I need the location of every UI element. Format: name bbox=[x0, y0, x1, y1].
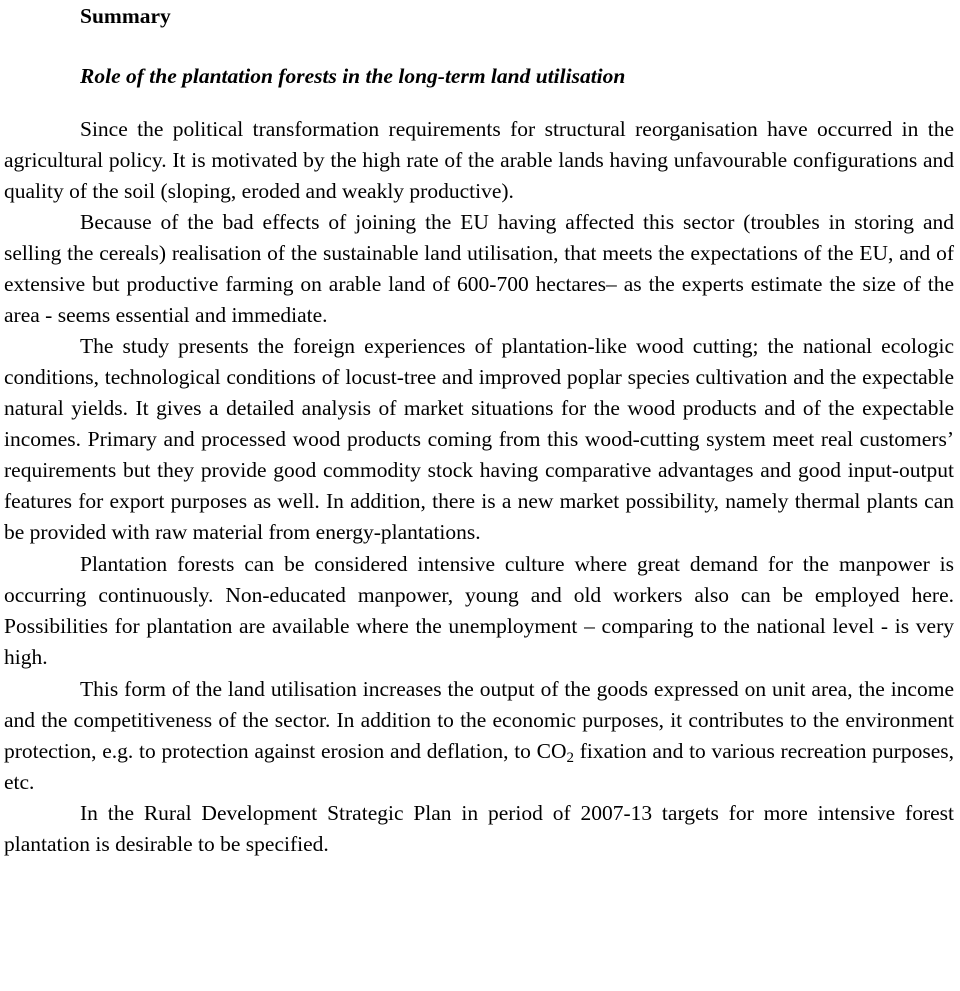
co2-formula-base: CO bbox=[536, 739, 567, 763]
paragraph-3: The study presents the foreign experiences of plantation-like wood cutting; the national ecologic conditions, technological conditions of locust-tree and improved poplar species cultivation and the expectable natural yields. It gives a detailed analysis of market situations for the wood products and of the expectable incomes. Primary and processed wood products coming from this wood-cutting system meet real customers’ requirements but they provide good commodity stock having comparative advantages and good input-output features for export purposes as well. In addition, there is a new market possibility, namely thermal plants can be provided with raw material from energy-plantations. bbox=[4, 334, 954, 544]
co2-formula-subscript: 2 bbox=[566, 750, 575, 766]
paragraph-1: Since the political transformation requirements for structural reorganisation have occurred in the agricultural policy. It is motivated by the high rate of the arable lands having unfavourable configurations and quality of the soil (sloping, eroded and weakly productive). bbox=[4, 117, 954, 203]
paragraph-5 bbox=[4, 674, 954, 798]
summary-heading: Summary bbox=[80, 4, 171, 28]
paragraph-5-text-before: This form of the land utilisation increases the output of the goods expressed on unit area, the income and the competitiveness of the sector. In addition to the economic purposes, it contributes to the environment protection, e.g. to protection against erosion and deflation, to bbox=[4, 677, 954, 763]
paragraph-4: Plantation forests can be considered intensive culture where great demand for the manpower is occurring continuously. Non-educated manpower, young and old workers also can be employed here. Possibilities for plantation are available where the unemployment – comparing to the national level - is very high. bbox=[4, 552, 954, 669]
paragraph-6: In the Rural Development Strategic Plan in period of 2007-13 targets for more intensive forest plantation is desirable to be specified. bbox=[4, 801, 954, 856]
document-subtitle: Role of the plantation forests in the long-term land utilisation bbox=[80, 64, 626, 88]
document-page bbox=[4, 0, 954, 860]
paragraph-5-text-after: fixation and to various recreation purposes, etc. bbox=[4, 739, 954, 794]
summary-body bbox=[4, 114, 954, 860]
paragraph-2: Because of the bad effects of joining the EU having affected this sector (troubles in storing and selling the cereals) realisation of the sustainable land utilisation, that meets the expectations of the EU, and of extensive but productive farming on arable land of 600-700 hectares– as the experts estimate the size of the area - seems essential and immediate. bbox=[4, 210, 954, 327]
